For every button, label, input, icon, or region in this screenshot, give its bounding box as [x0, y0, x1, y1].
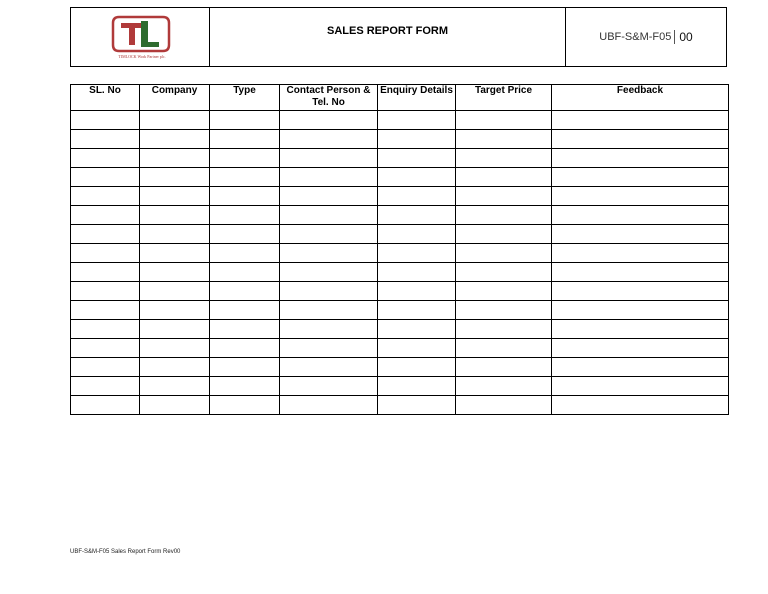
table-row	[71, 149, 729, 168]
table-cell[interactable]	[280, 263, 378, 282]
table-cell[interactable]	[552, 358, 729, 377]
table-cell[interactable]	[71, 396, 140, 415]
table-cell[interactable]	[71, 206, 140, 225]
table-cell[interactable]	[210, 168, 280, 187]
table-cell[interactable]	[378, 377, 456, 396]
column-header-company: Company	[140, 85, 210, 111]
table-cell[interactable]	[140, 377, 210, 396]
code-divider	[674, 30, 675, 44]
table-cell[interactable]	[378, 130, 456, 149]
table-cell[interactable]	[71, 282, 140, 301]
table-cell[interactable]	[280, 358, 378, 377]
table-cell[interactable]	[140, 149, 210, 168]
table-cell[interactable]	[140, 320, 210, 339]
sales-report-table	[70, 84, 729, 415]
table-cell[interactable]	[71, 111, 140, 130]
table-row	[71, 339, 729, 358]
table-cell[interactable]	[552, 339, 729, 358]
table-cell[interactable]	[456, 130, 552, 149]
table-cell[interactable]	[552, 282, 729, 301]
doc-code: UBF-S&M-F05	[599, 31, 672, 43]
table-row	[71, 263, 729, 282]
table-cell[interactable]	[552, 301, 729, 320]
table-cell[interactable]	[71, 130, 140, 149]
table-cell[interactable]	[210, 206, 280, 225]
table-cell[interactable]	[456, 377, 552, 396]
table-cell[interactable]	[456, 358, 552, 377]
table-cell[interactable]	[71, 225, 140, 244]
table-cell[interactable]	[552, 149, 729, 168]
table-cell[interactable]	[552, 263, 729, 282]
table-cell[interactable]	[378, 225, 456, 244]
table-cell[interactable]	[456, 149, 552, 168]
table-cell[interactable]	[552, 396, 729, 415]
table-cell[interactable]	[280, 377, 378, 396]
table-cell[interactable]	[140, 111, 210, 130]
logo-tagline: TIMLOCK Work Partner plc.	[118, 54, 166, 59]
table-cell[interactable]	[456, 168, 552, 187]
table-cell[interactable]	[552, 187, 729, 206]
table-cell[interactable]	[378, 301, 456, 320]
table-cell[interactable]	[280, 206, 378, 225]
table-cell[interactable]	[210, 225, 280, 244]
table-cell[interactable]	[210, 263, 280, 282]
table-cell[interactable]	[71, 168, 140, 187]
table-cell[interactable]	[210, 358, 280, 377]
table-row	[71, 320, 729, 339]
table-cell[interactable]	[140, 358, 210, 377]
table-cell[interactable]	[378, 206, 456, 225]
table-cell[interactable]	[456, 282, 552, 301]
table-cell[interactable]	[280, 320, 378, 339]
table-cell[interactable]	[456, 225, 552, 244]
table-cell[interactable]	[210, 339, 280, 358]
table-cell[interactable]	[552, 206, 729, 225]
table-cell[interactable]	[71, 358, 140, 377]
table-cell[interactable]	[210, 301, 280, 320]
table-cell[interactable]	[140, 244, 210, 263]
table-cell[interactable]	[280, 225, 378, 244]
table-cell[interactable]	[71, 244, 140, 263]
table-cell[interactable]	[280, 282, 378, 301]
table-cell[interactable]	[378, 339, 456, 358]
table-cell[interactable]	[140, 187, 210, 206]
column-header-target-price: Target Price	[456, 85, 552, 111]
table-cell[interactable]	[210, 244, 280, 263]
table-cell[interactable]	[378, 396, 456, 415]
table-cell[interactable]	[378, 263, 456, 282]
table-cell[interactable]	[140, 339, 210, 358]
table-cell[interactable]	[280, 301, 378, 320]
table-cell[interactable]	[456, 320, 552, 339]
table-row	[71, 244, 729, 263]
revision-number: 00	[679, 30, 693, 44]
doc-code-cell	[566, 8, 726, 66]
logo-cell	[71, 8, 210, 66]
table-cell[interactable]	[552, 377, 729, 396]
table-cell[interactable]	[71, 149, 140, 168]
column-header-contact-person: Contact Person & Tel. No	[280, 85, 378, 111]
table-cell[interactable]	[71, 377, 140, 396]
table-cell[interactable]	[280, 111, 378, 130]
table-cell[interactable]	[140, 396, 210, 415]
table-row	[71, 377, 729, 396]
table-cell[interactable]	[210, 149, 280, 168]
table-cell[interactable]	[456, 206, 552, 225]
table-cell[interactable]	[456, 396, 552, 415]
table-cell[interactable]	[280, 149, 378, 168]
table-cell[interactable]	[140, 263, 210, 282]
table-cell[interactable]	[210, 396, 280, 415]
table-header-row	[71, 85, 729, 111]
table-cell[interactable]	[140, 301, 210, 320]
form-header	[70, 7, 727, 67]
table-row	[71, 301, 729, 320]
column-header-sl-no: SL. No	[71, 85, 140, 111]
table-cell[interactable]	[140, 168, 210, 187]
table-cell[interactable]	[140, 282, 210, 301]
table-cell[interactable]	[71, 320, 140, 339]
table-cell[interactable]	[210, 130, 280, 149]
table-cell[interactable]	[210, 187, 280, 206]
column-header-type: Type	[210, 85, 280, 111]
table-row	[71, 396, 729, 415]
table-cell[interactable]	[552, 225, 729, 244]
table-cell[interactable]	[378, 111, 456, 130]
page-title: SALES REPORT FORM	[210, 8, 566, 66]
table-row	[71, 187, 729, 206]
table-row	[71, 130, 729, 149]
table-cell[interactable]	[140, 206, 210, 225]
table-cell[interactable]	[456, 244, 552, 263]
table-cell[interactable]	[456, 263, 552, 282]
table-cell[interactable]	[210, 282, 280, 301]
table-cell[interactable]	[280, 244, 378, 263]
column-header-enquiry-details: Enquiry Details	[378, 85, 456, 111]
table-row	[71, 358, 729, 377]
table-cell[interactable]	[378, 168, 456, 187]
table-cell[interactable]	[552, 130, 729, 149]
table-cell[interactable]	[280, 396, 378, 415]
table-row	[71, 225, 729, 244]
table-body	[71, 111, 729, 415]
table-cell[interactable]	[456, 301, 552, 320]
table-cell[interactable]	[71, 263, 140, 282]
table-cell[interactable]	[378, 149, 456, 168]
table-cell[interactable]	[552, 320, 729, 339]
table-cell[interactable]	[280, 339, 378, 358]
table-cell[interactable]	[210, 111, 280, 130]
table-cell[interactable]	[210, 320, 280, 339]
table-row	[71, 111, 729, 130]
table-cell[interactable]	[71, 301, 140, 320]
company-logo-icon	[107, 13, 177, 53]
table-cell[interactable]	[456, 187, 552, 206]
table-cell[interactable]	[378, 358, 456, 377]
table-cell[interactable]	[140, 225, 210, 244]
table-cell[interactable]	[140, 130, 210, 149]
table-cell[interactable]	[280, 130, 378, 149]
table-cell[interactable]	[378, 244, 456, 263]
table-cell[interactable]	[456, 111, 552, 130]
footer-text: UBF-S&M-F05 Sales Report Form Rev00	[70, 549, 181, 555]
table-cell[interactable]	[378, 187, 456, 206]
table-cell[interactable]	[456, 339, 552, 358]
table-cell[interactable]	[552, 244, 729, 263]
table-cell[interactable]	[378, 282, 456, 301]
column-header-feedback: Feedback	[552, 85, 729, 111]
table-cell[interactable]	[378, 320, 456, 339]
table-row	[71, 168, 729, 187]
table-cell[interactable]	[552, 111, 729, 130]
table-cell[interactable]	[71, 339, 140, 358]
table-cell[interactable]	[280, 187, 378, 206]
table-row	[71, 206, 729, 225]
table-row	[71, 282, 729, 301]
table-cell[interactable]	[552, 168, 729, 187]
table-cell[interactable]	[71, 187, 140, 206]
table-cell[interactable]	[280, 168, 378, 187]
table-cell[interactable]	[210, 377, 280, 396]
